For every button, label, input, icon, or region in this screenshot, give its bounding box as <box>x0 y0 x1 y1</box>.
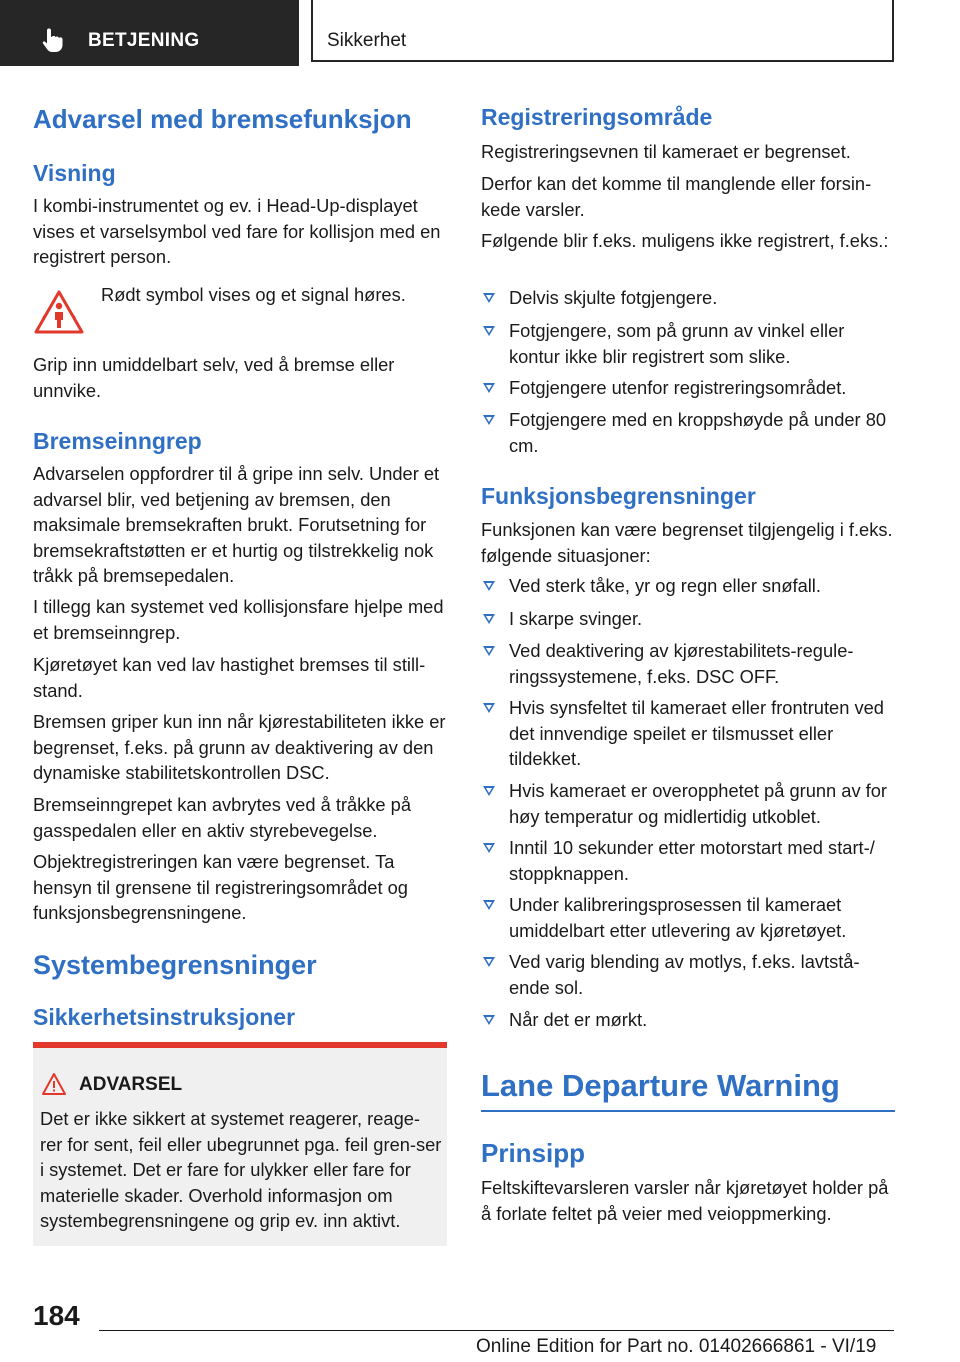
heading-bremseinngrep: Bremseinngrep <box>33 428 202 454</box>
paragraph: Følgende blir f.eks. muligens ikke registrert, f.eks.: <box>481 230 889 251</box>
warning-box <box>33 1042 447 1246</box>
paragraph: Funksjonen kan være begrenset tilgjengelig i f.eks. følgende situasjoner: <box>481 519 893 566</box>
page-number: 184 <box>33 1300 80 1331</box>
paragraph: I tillegg kan systemet ved kollisjonsfare hjelpe med et bremseinngrep. <box>33 596 444 643</box>
heading-prinsipp: Prinsipp <box>481 1138 586 1168</box>
paragraph: Feltskiftevarsleren varsler når kjøretøyet holder på å forlate feltet på veier med veioppmerking. <box>481 1177 889 1224</box>
chapter-tab <box>311 0 894 62</box>
warning-title: ADVARSEL <box>79 1074 183 1095</box>
section-label: BETJENING <box>88 30 200 51</box>
heading-funksjonsbegrensninger: Funksjonsbegrensninger <box>481 483 756 509</box>
bullet-triangle-icon <box>483 415 495 425</box>
bullet-triangle-icon <box>483 326 495 336</box>
bullet-triangle-icon <box>483 383 495 393</box>
bullet-triangle-icon <box>483 703 495 713</box>
heading-advarsel: Advarsel med bremsefunksjon <box>33 104 412 134</box>
hand-pointer-icon <box>38 26 66 54</box>
paragraph: Objektregistreringen kan være begrenset. Ta hensyn til grensene til registreringsområdet og funksjonsbegrensningene. <box>33 851 408 923</box>
heading-underline <box>481 1110 895 1112</box>
heading-sikkerhetsinstruksjoner: Sikkerhetsinstruksjoner <box>33 1004 296 1030</box>
footer-edition: Online Edition for Part no. 01402666861 - VI/19 <box>476 1336 877 1357</box>
section-tab <box>0 0 299 66</box>
footer-divider <box>99 1330 894 1331</box>
page-header <box>0 0 960 66</box>
paragraph: I kombi-instrumentet og ev. i Head-Up-displayet vises et varselsymbol ved fare for kollisjon med en registrert person. <box>33 195 441 267</box>
bullet-triangle-icon <box>483 786 495 796</box>
paragraph: Kjøretøyet kan ved lav hastighet bremses til still-stand. <box>33 654 426 701</box>
heading-lane-departure-warning: Lane Departure Warning <box>481 1068 840 1103</box>
paragraph: Advarselen oppfordrer til å gripe inn selv. Under et advarsel blir, ved betjening av bremsen, den maksimale bremsekraften brukt. Forutsetning for bremsekraftstøtten er et hurtig og tilstrekkelig nok tråkk på bremsepedalen. <box>33 463 440 586</box>
paragraph: Grip inn umiddelbart selv, ved å bremse eller unnvike. <box>33 354 395 401</box>
heading-systembegrensninger: Systembegrensninger <box>33 950 317 980</box>
bullet-triangle-icon <box>483 614 495 624</box>
bullet-triangle-icon <box>483 900 495 910</box>
paragraph: Bremseinngrepet kan avbrytes ved å tråkke på gasspedalen eller en aktiv styrebevegelse. <box>33 794 412 841</box>
chapter-label: Sikkerhet <box>327 30 407 51</box>
bullet-triangle-icon <box>483 1015 495 1025</box>
bullet-triangle-icon <box>483 646 495 656</box>
paragraph: Bremsen griper kun inn når kjørestabiliteten ikke er begrenset, f.eks. på grunn av deaktivering av den dynamiske stabilitetskontrollen DSC. <box>33 711 446 783</box>
warning-body: Det er ikke sikkert at systemet reagerer, reage-rer for sent, feil eller ubegrunnet pga. feil gren-ser i systemet. Det er fare for ulykker eller fare for materielle skader. Overhold informasjon om systembegrensningene og grip ev. inn aktivt. <box>40 1108 442 1231</box>
paragraph: Derfor kan det komme til manglende eller forsin-kede varsler. <box>481 173 872 220</box>
pedestrian-warning-icon <box>33 288 85 336</box>
bullet-triangle-icon <box>483 293 495 303</box>
heading-registreringsomrade: Registreringsområde <box>481 104 713 130</box>
bullet-triangle-icon <box>483 581 495 591</box>
paragraph: Rødt symbol vises og et signal høres. <box>101 284 406 305</box>
bullet-triangle-icon <box>483 843 495 853</box>
paragraph: Registreringsevnen til kameraet er begrenset. <box>481 141 851 162</box>
bullet-triangle-icon <box>483 957 495 967</box>
heading-visning: Visning <box>33 160 116 186</box>
warning-triangle-icon <box>41 1072 67 1096</box>
